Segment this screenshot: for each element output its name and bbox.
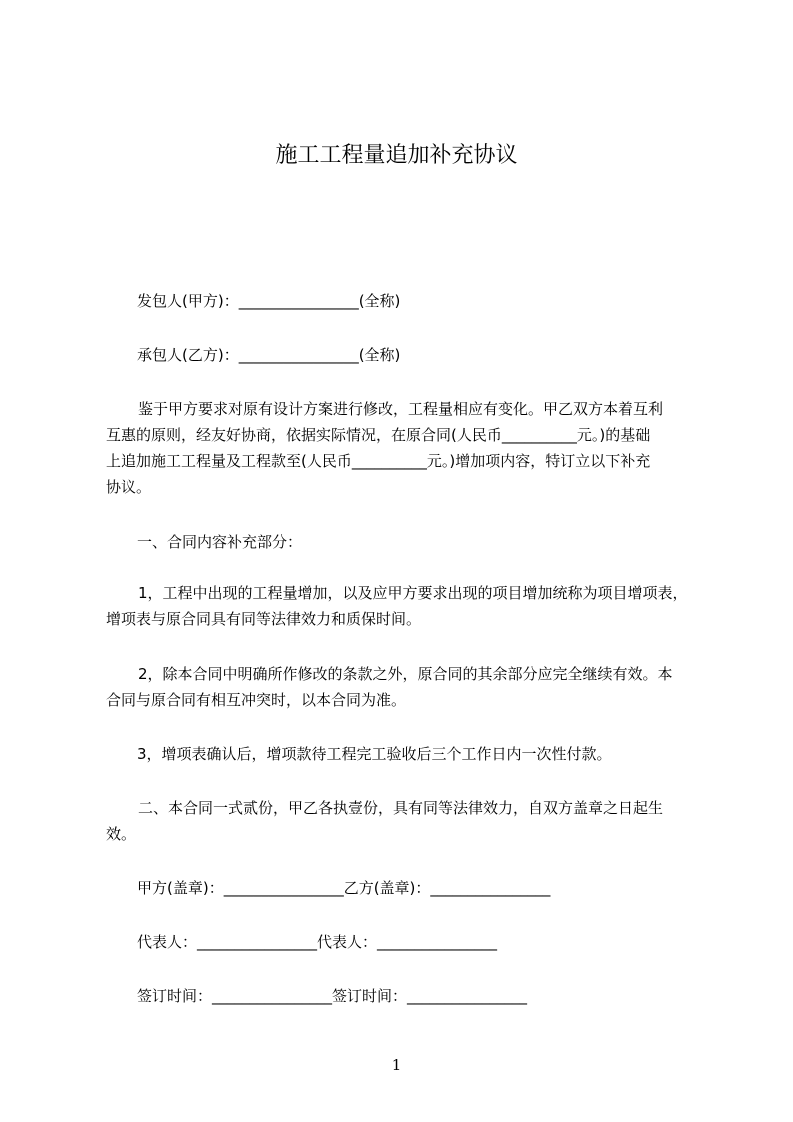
seal-line: 甲方(盖章)：________________乙方(盖章)：________________ — [137, 879, 551, 897]
party-a-line: 发包人(甲方)：________________(全称) — [137, 292, 401, 310]
section2-line: 二、本合同一式贰份，甲乙各执壹份，具有同等法律效力，自双方盖章之日起生 — [138, 799, 664, 817]
preamble-line: 鉴于甲方要求对原有设计方案进行修改，工程量相应有变化。甲乙双方本着互利 — [138, 400, 664, 418]
section2-paragraph — [106, 795, 663, 847]
clause-1-line: 1，工程中出现的工程量增加，以及应甲方要求出现的项目增加统称为项目增项表， — [138, 584, 688, 602]
signing-date-line: 签订时间：________________签订时间：________________ — [137, 987, 528, 1005]
clause-2-line: 2，除本合同中明确所作修改的条款之外，原合同的其余部分应完全继续有效。本 — [138, 665, 673, 683]
preamble-line: 互惠的原则，经友好协商，依据实际情况，在原合同(人民币__________元。)的基础 — [106, 426, 651, 444]
section2-line: 效。 — [106, 825, 137, 843]
preamble-paragraph — [106, 396, 663, 500]
representative-line: 代表人：________________代表人：________________ — [137, 933, 498, 951]
clause-2-line: 合同与原合同有相互冲突时，以本合同为准。 — [106, 691, 407, 709]
clause-2 — [106, 661, 673, 713]
party-b-line: 承包人(乙方)：________________(全称) — [137, 346, 401, 364]
page-number: 1 — [391, 1056, 402, 1074]
clause-1-line: 增项表与原合同具有同等法律效力和质保时间。 — [106, 610, 422, 628]
clause-3: 3，增项表确认后，增项款待工程完工验收后三个工作日内一次性付款。 — [137, 745, 612, 763]
section1-heading: 一、合同内容补充部分： — [137, 533, 303, 551]
preamble-line: 上追加施工工程量及工程款至(人民币__________元。)增加项内容，特订立以下补充 — [106, 452, 651, 470]
clause-1 — [106, 580, 688, 632]
document-title: 施工工程量追加补充协议 — [275, 143, 518, 168]
preamble-line: 协议。 — [106, 478, 152, 496]
